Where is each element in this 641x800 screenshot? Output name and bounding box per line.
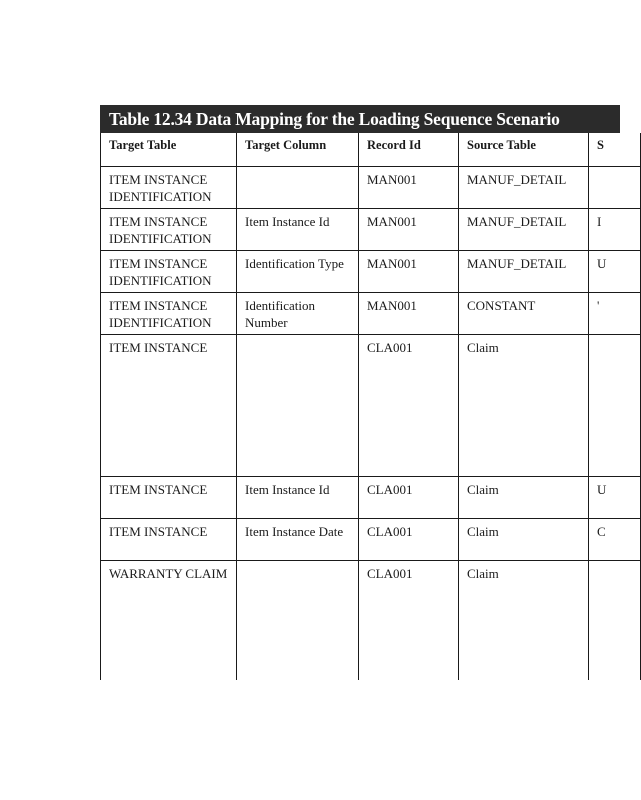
table-row [101, 560, 641, 680]
cell-target-column [237, 560, 359, 680]
cell-target-column [237, 334, 359, 476]
cell-source-table: MANUF_DETAIL [459, 166, 589, 208]
cell-source-table: MANUF_DETAIL [459, 250, 589, 292]
cell-record-id: MAN001 [359, 208, 459, 250]
table-row [101, 250, 641, 292]
cell-cut-off: ' [589, 292, 641, 334]
cell-source-table: CONSTANT [459, 292, 589, 334]
cell-source-table: Claim [459, 518, 589, 560]
cell-record-id: CLA001 [359, 334, 459, 476]
table-row [101, 334, 641, 476]
cell-source-table: Claim [459, 476, 589, 518]
header-target-table: Target Table [101, 133, 237, 166]
table-row [101, 518, 641, 560]
cell-target-column: Identification Type [237, 250, 359, 292]
cell-target-table: ITEM INSTANCE IDENTIFICATION [101, 250, 237, 292]
table-row [101, 292, 641, 334]
header-cut-off-column: S [589, 133, 641, 166]
cell-cut-off [589, 166, 641, 208]
cell-record-id: MAN001 [359, 166, 459, 208]
cell-record-id: CLA001 [359, 476, 459, 518]
header-record-id: Record Id [359, 133, 459, 166]
header-target-column: Target Column [237, 133, 359, 166]
cell-cut-off [589, 560, 641, 680]
cell-record-id: MAN001 [359, 250, 459, 292]
cell-record-id: CLA001 [359, 518, 459, 560]
cell-target-table: ITEM INSTANCE [101, 518, 237, 560]
cell-cut-off: C [589, 518, 641, 560]
cell-cut-off [589, 334, 641, 476]
cell-source-table: Claim [459, 560, 589, 680]
cell-source-table: Claim [459, 334, 589, 476]
cell-source-table: MANUF_DETAIL [459, 208, 589, 250]
table-caption: Table 12.34 Data Mapping for the Loading Sequence Scenario [100, 105, 620, 133]
table-header-row [101, 133, 641, 166]
table-row [101, 208, 641, 250]
cell-target-column: Item Instance Id [237, 476, 359, 518]
cell-record-id: MAN001 [359, 292, 459, 334]
cell-target-table: WARRANTY CLAIM [101, 560, 237, 680]
cell-record-id: CLA001 [359, 560, 459, 680]
cell-target-table: ITEM INSTANCE IDENTIFICATION [101, 208, 237, 250]
cell-target-column: Identification Number [237, 292, 359, 334]
cell-target-column [237, 166, 359, 208]
cell-cut-off: U [589, 250, 641, 292]
cell-target-table: ITEM INSTANCE IDENTIFICATION [101, 292, 237, 334]
cell-cut-off: U [589, 476, 641, 518]
cell-target-table: ITEM INSTANCE IDENTIFICATION [101, 166, 237, 208]
cell-target-column: Item Instance Id [237, 208, 359, 250]
table-row [101, 476, 641, 518]
table-row [101, 166, 641, 208]
cell-target-table: ITEM INSTANCE [101, 334, 237, 476]
data-mapping-table-container [100, 105, 620, 670]
cell-cut-off: I [589, 208, 641, 250]
cell-target-column: Item Instance Date [237, 518, 359, 560]
data-mapping-table [100, 133, 641, 680]
cell-target-table: ITEM INSTANCE [101, 476, 237, 518]
header-source-table: Source Table [459, 133, 589, 166]
